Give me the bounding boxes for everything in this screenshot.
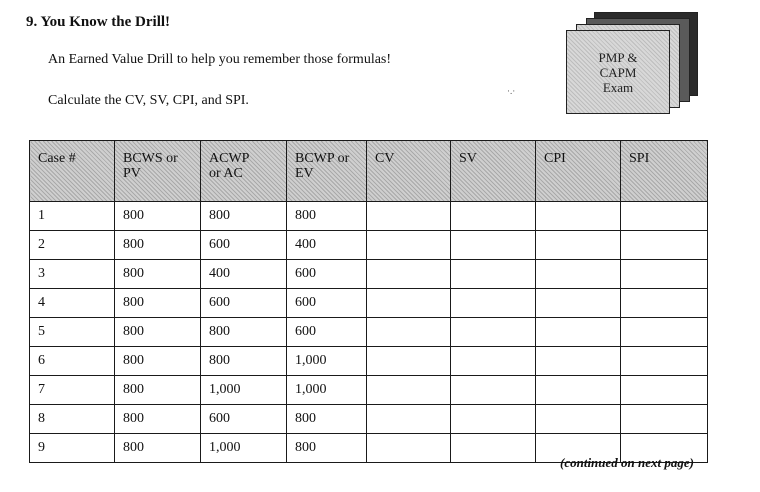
case-number-cell: 3	[30, 260, 115, 289]
column-header-line-1: CV	[375, 151, 395, 166]
cpi-answer-cell[interactable]	[536, 260, 621, 289]
table-row	[30, 231, 708, 260]
pv-cell: 800	[115, 231, 201, 260]
ev-cell: 400	[287, 231, 367, 260]
pv-cell: 800	[115, 434, 201, 463]
exercise-subtitle: An Earned Value Drill to help you remember those formulas!	[48, 52, 392, 67]
scan-speck: ·.·	[507, 86, 516, 96]
cpi-answer-cell[interactable]	[536, 202, 621, 231]
column-header	[30, 141, 115, 202]
table-row	[30, 202, 708, 231]
cv-answer-cell[interactable]	[367, 376, 451, 405]
badge-line-2: CAPM	[599, 64, 637, 80]
case-number-cell: 7	[30, 376, 115, 405]
pv-cell: 800	[115, 376, 201, 405]
sv-answer-cell[interactable]	[451, 405, 536, 434]
spi-answer-cell[interactable]	[621, 347, 708, 376]
column-header	[536, 141, 621, 202]
pv-cell: 800	[115, 405, 201, 434]
exercise-heading: 9. You Know the Drill!	[26, 14, 171, 30]
sv-answer-cell[interactable]	[451, 318, 536, 347]
cv-answer-cell[interactable]	[367, 405, 451, 434]
ev-cell: 1,000	[287, 347, 367, 376]
pmp-capm-exam-badge	[566, 10, 701, 120]
column-header	[367, 141, 451, 202]
cpi-answer-cell[interactable]	[536, 231, 621, 260]
ev-cell: 800	[287, 202, 367, 231]
table-row	[30, 260, 708, 289]
spi-answer-cell[interactable]	[621, 405, 708, 434]
table-body	[30, 202, 708, 463]
column-header	[115, 141, 201, 202]
column-header-line-1: Case #	[38, 151, 76, 166]
cv-answer-cell[interactable]	[367, 347, 451, 376]
cv-answer-cell[interactable]	[367, 231, 451, 260]
column-header	[451, 141, 536, 202]
ev-cell: 600	[287, 289, 367, 318]
cpi-answer-cell[interactable]	[536, 405, 621, 434]
table-row	[30, 289, 708, 318]
badge-line-3: Exam	[602, 79, 634, 95]
column-header-line-1: SPI	[629, 151, 650, 166]
sv-answer-cell[interactable]	[451, 347, 536, 376]
table-row	[30, 376, 708, 405]
case-number-cell: 2	[30, 231, 115, 260]
continued-note: (continued on next page)	[560, 455, 694, 470]
ac-cell: 600	[201, 231, 287, 260]
badge-front-sheet	[566, 30, 670, 114]
case-number-cell: 1	[30, 202, 115, 231]
ac-cell: 1,000	[201, 376, 287, 405]
spi-answer-cell[interactable]	[621, 318, 708, 347]
cpi-answer-cell[interactable]	[536, 318, 621, 347]
pv-cell: 800	[115, 202, 201, 231]
pv-cell: 800	[115, 260, 201, 289]
ac-cell: 800	[201, 202, 287, 231]
ev-cell: 1,000	[287, 376, 367, 405]
table-row	[30, 347, 708, 376]
column-header	[201, 141, 287, 202]
pv-cell: 800	[115, 289, 201, 318]
spi-answer-cell[interactable]	[621, 202, 708, 231]
cv-answer-cell[interactable]	[367, 318, 451, 347]
ev-cell: 800	[287, 405, 367, 434]
column-header-line-2: EV	[295, 166, 314, 181]
ev-cell: 600	[287, 318, 367, 347]
column-header	[621, 141, 708, 202]
table-row	[30, 318, 708, 347]
cpi-answer-cell[interactable]	[536, 289, 621, 318]
case-number-cell: 8	[30, 405, 115, 434]
sv-answer-cell[interactable]	[451, 434, 536, 463]
spi-answer-cell[interactable]	[621, 289, 708, 318]
column-header-line-1: BCWS or	[123, 151, 178, 166]
column-header-line-2: PV	[123, 166, 141, 181]
ac-cell: 600	[201, 289, 287, 318]
ac-cell: 400	[201, 260, 287, 289]
cpi-answer-cell[interactable]	[536, 376, 621, 405]
ac-cell: 600	[201, 405, 287, 434]
sv-answer-cell[interactable]	[451, 231, 536, 260]
cv-answer-cell[interactable]	[367, 434, 451, 463]
spi-answer-cell[interactable]	[621, 376, 708, 405]
ac-cell: 800	[201, 347, 287, 376]
column-header-line-1: ACWP	[209, 151, 250, 166]
spi-answer-cell[interactable]	[621, 231, 708, 260]
spi-answer-cell[interactable]	[621, 260, 708, 289]
column-header	[287, 141, 367, 202]
case-number-cell: 4	[30, 289, 115, 318]
sv-answer-cell[interactable]	[451, 202, 536, 231]
table-row	[30, 405, 708, 434]
cv-answer-cell[interactable]	[367, 202, 451, 231]
case-number-cell: 6	[30, 347, 115, 376]
earned-value-table	[29, 140, 708, 463]
cv-answer-cell[interactable]	[367, 260, 451, 289]
exercise-instruction: Calculate the CV, SV, CPI, and SPI.	[48, 93, 249, 108]
table-header-row	[30, 141, 708, 202]
column-header-line-1: BCWP or	[295, 151, 350, 166]
badge-line-1: PMP &	[598, 49, 638, 65]
cpi-answer-cell[interactable]	[536, 347, 621, 376]
case-number-cell: 9	[30, 434, 115, 463]
ac-cell: 800	[201, 318, 287, 347]
column-header-line-2: or AC	[209, 166, 243, 181]
column-header-line-1: SV	[459, 151, 477, 166]
ac-cell: 1,000	[201, 434, 287, 463]
sv-answer-cell[interactable]	[451, 289, 536, 318]
ev-cell: 800	[287, 434, 367, 463]
cv-answer-cell[interactable]	[367, 289, 451, 318]
column-header-line-1: CPI	[544, 151, 566, 166]
pv-cell: 800	[115, 347, 201, 376]
sv-answer-cell[interactable]	[451, 376, 536, 405]
case-number-cell: 5	[30, 318, 115, 347]
sv-answer-cell[interactable]	[451, 260, 536, 289]
ev-cell: 600	[287, 260, 367, 289]
pv-cell: 800	[115, 318, 201, 347]
